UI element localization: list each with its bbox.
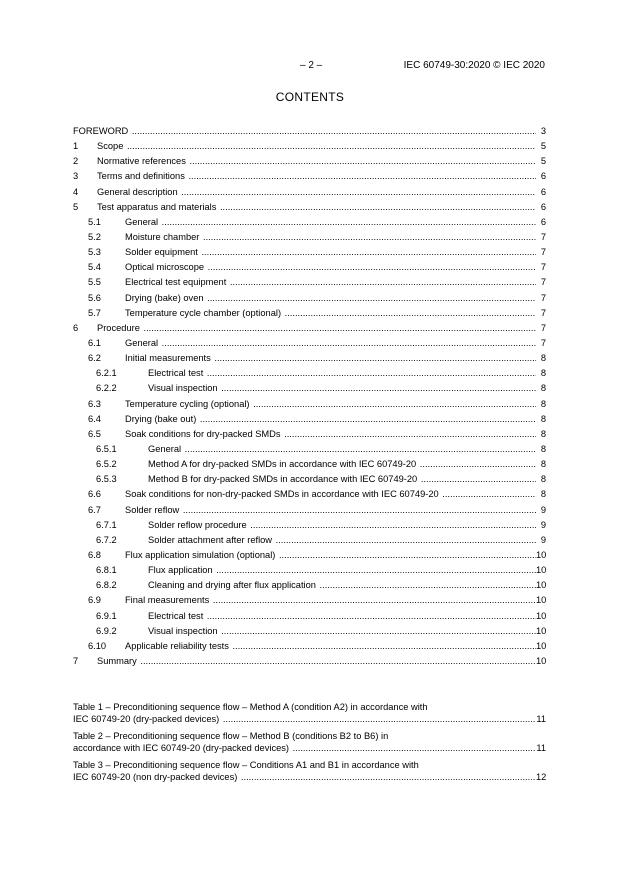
list-of-tables — [73, 702, 546, 789]
toc-entry-page: 7 — [536, 230, 546, 245]
toc-entry-title: Electrical test — [148, 610, 204, 621]
toc-entry[interactable] — [73, 381, 546, 396]
toc-entry-number: 6.6 — [88, 489, 101, 500]
table-caption-line-1: Table 3 – Preconditioning sequence flow – Conditions A1 and B1 in accordance with — [73, 760, 419, 770]
toc-entry[interactable] — [73, 503, 546, 518]
toc-entry[interactable] — [73, 639, 546, 654]
toc-entry-page: 8 — [536, 427, 546, 442]
toc-entry-title: General — [125, 216, 159, 227]
toc-entry-title: FOREWORD — [73, 126, 129, 136]
table-entry-page: 11 — [536, 713, 546, 724]
toc-entry-page: 3 — [536, 124, 546, 139]
table-of-contents — [73, 124, 546, 669]
toc-entry-page: 10 — [536, 578, 546, 593]
toc-entry-number: 6.7.1 — [96, 519, 117, 530]
toc-entry[interactable] — [73, 472, 546, 487]
toc-entry-number: 6.10 — [88, 640, 107, 651]
toc-entry-title: Final measurements — [125, 595, 210, 606]
toc-entry-number: 5.6 — [88, 292, 101, 303]
toc-entry-page: 5 — [536, 139, 546, 154]
toc-entry-page: 7 — [536, 260, 546, 275]
table-caption-line-1: Table 1 – Preconditioning sequence flow – Method A (condition A2) in accordance with — [73, 702, 428, 712]
toc-entry-page: 7 — [536, 321, 546, 336]
toc-entry-number: 6.2.1 — [96, 368, 117, 379]
toc-entry-number: 5.3 — [88, 247, 101, 258]
toc-entry[interactable] — [73, 487, 546, 502]
toc-entry[interactable] — [73, 548, 546, 563]
table-list-entry[interactable] — [73, 731, 546, 754]
toc-entry[interactable] — [73, 306, 546, 321]
page-number: – 2 – — [300, 60, 323, 71]
toc-entry[interactable] — [73, 593, 546, 608]
toc-entry[interactable] — [73, 124, 546, 139]
toc-entry[interactable] — [73, 215, 546, 230]
page-title: CONTENTS — [275, 90, 345, 104]
toc-entry-number: 6.3 — [88, 398, 101, 409]
toc-entry-title: Solder reflow procedure — [148, 519, 247, 530]
toc-entry[interactable] — [73, 442, 546, 457]
toc-entry[interactable] — [73, 245, 546, 260]
table-entry-page: 11 — [536, 742, 546, 753]
toc-entry-number: 6.8.1 — [96, 565, 117, 576]
toc-entry[interactable] — [73, 457, 546, 472]
toc-entry-page: 7 — [536, 336, 546, 351]
table-caption-line-2: IEC 60749-20 (non dry-packed devices) — [73, 771, 238, 782]
toc-entry[interactable] — [73, 336, 546, 351]
toc-entry[interactable] — [73, 169, 546, 184]
table-list-entry[interactable] — [73, 760, 546, 783]
toc-entry-number: 6.4 — [88, 413, 101, 424]
toc-entry[interactable] — [73, 200, 546, 215]
toc-entry-number: 6.9 — [88, 595, 101, 606]
toc-entry-number: 6.5.1 — [96, 443, 117, 454]
toc-entry-title: Test apparatus and materials — [97, 201, 217, 212]
toc-entry[interactable] — [73, 260, 546, 275]
toc-entry-page: 8 — [536, 397, 546, 412]
toc-entry-number: 5.7 — [88, 307, 101, 318]
toc-entry-title: Visual inspection — [148, 625, 218, 636]
toc-entry-title: Method B for dry-packed SMDs in accordance with IEC 60749-20 — [148, 474, 418, 485]
table-caption-line-2: IEC 60749-20 (dry-packed devices) — [73, 713, 220, 724]
toc-entry-title: General description — [97, 186, 178, 197]
toc-entry-title: Soak conditions for dry-packed SMDs — [125, 428, 281, 439]
toc-entry-number: 6.5 — [88, 428, 101, 439]
toc-entry-number: 4 — [73, 186, 79, 197]
toc-entry[interactable] — [73, 427, 546, 442]
toc-entry-title: Electrical test — [148, 368, 204, 379]
toc-entry-page: 10 — [536, 548, 546, 563]
toc-entry-number: 5.5 — [88, 277, 101, 288]
toc-entry-page: 5 — [536, 154, 546, 169]
toc-entry[interactable] — [73, 397, 546, 412]
toc-entry[interactable] — [73, 609, 546, 624]
toc-entry-title: General — [148, 443, 182, 454]
toc-entry[interactable] — [73, 533, 546, 548]
toc-entry-title: Drying (bake out) — [125, 413, 197, 424]
toc-entry-page: 10 — [536, 654, 546, 669]
toc-entry[interactable] — [73, 624, 546, 639]
toc-entry-title: Visual inspection — [148, 383, 218, 394]
toc-entry-page: 10 — [536, 609, 546, 624]
toc-entry[interactable] — [73, 139, 546, 154]
toc-entry-title: Summary — [97, 655, 137, 666]
toc-entry-number: 6.9.2 — [96, 625, 117, 636]
toc-entry-page: 8 — [536, 472, 546, 487]
toc-entry-page: 8 — [536, 457, 546, 472]
toc-entry-title: Solder reflow — [125, 504, 180, 515]
toc-entry-title: Solder equipment — [125, 247, 198, 258]
toc-entry-number: 6.8 — [88, 549, 101, 560]
toc-entry-page: 8 — [536, 381, 546, 396]
toc-entry-title: Temperature cycle chamber (optional) — [125, 307, 282, 318]
toc-entry-number: 6 — [73, 322, 79, 333]
toc-entry-number: 6.5.2 — [96, 459, 117, 470]
toc-entry-title: Applicable reliability tests — [125, 640, 229, 651]
toc-entry[interactable] — [73, 291, 546, 306]
toc-entry-page: 8 — [536, 442, 546, 457]
toc-entry-page: 7 — [536, 306, 546, 321]
toc-entry-number: 6.8.2 — [96, 580, 117, 591]
toc-entry-page: 9 — [536, 518, 546, 533]
toc-entry-number: 6.2 — [88, 353, 101, 364]
toc-entry[interactable] — [73, 578, 546, 593]
toc-entry-page: 9 — [536, 533, 546, 548]
toc-entry-number: 3 — [73, 171, 79, 182]
toc-entry-page: 10 — [536, 624, 546, 639]
toc-entry-page: 6 — [536, 185, 546, 200]
toc-entry-title: Optical microscope — [125, 262, 205, 273]
toc-entry-number: 6.9.1 — [96, 610, 117, 621]
toc-entry[interactable] — [73, 185, 546, 200]
toc-entry-number: 7 — [73, 655, 79, 666]
toc-entry-title: Electrical test equipment — [125, 277, 227, 288]
toc-entry[interactable] — [73, 154, 546, 169]
toc-entry[interactable] — [73, 351, 546, 366]
toc-entry-page: 10 — [536, 593, 546, 608]
toc-entry[interactable] — [73, 321, 546, 336]
toc-entry-page: 7 — [536, 245, 546, 260]
toc-entry-title: Method A for dry-packed SMDs in accordance with IEC 60749-20 — [148, 459, 417, 470]
toc-entry-number: 5.4 — [88, 262, 101, 273]
standard-reference: IEC 60749-30:2020 © IEC 2020 — [403, 60, 545, 71]
toc-entry-title: General — [125, 337, 159, 348]
toc-entry-number: 5 — [73, 201, 79, 212]
toc-entry-title: Temperature cycling (optional) — [125, 398, 250, 409]
toc-entry-number: 6.2.2 — [96, 383, 117, 394]
toc-entry-number: 6.7.2 — [96, 534, 117, 545]
toc-entry-title: Terms and definitions — [97, 171, 185, 182]
toc-entry-title: Soak conditions for non-dry-packed SMDs in accordance with IEC 60749-20 — [125, 489, 439, 500]
toc-entry[interactable] — [73, 518, 546, 533]
table-list-entry[interactable] — [73, 702, 546, 725]
toc-entry-page: 8 — [536, 487, 546, 502]
toc-entry-title: Cleaning and drying after flux application — [148, 580, 316, 591]
toc-entry-page: 6 — [536, 169, 546, 184]
table-caption-line-1: Table 2 – Preconditioning sequence flow – Method B (conditions B2 to B6) in — [73, 731, 389, 741]
toc-entry-page: 10 — [536, 563, 546, 578]
toc-entry-number: 5.2 — [88, 231, 101, 242]
toc-entry[interactable] — [73, 230, 546, 245]
toc-entry-title: Flux application — [148, 565, 213, 576]
toc-entry-page: 8 — [536, 412, 546, 427]
toc-entry[interactable] — [73, 275, 546, 290]
toc-entry-page: 9 — [536, 503, 546, 518]
toc-entry-number: 5.1 — [88, 216, 101, 227]
toc-entry-page: 10 — [536, 639, 546, 654]
toc-entry-number: 6.7 — [88, 504, 101, 515]
toc-entry-title: Initial measurements — [125, 353, 211, 364]
toc-entry-title: Flux application simulation (optional) — [125, 549, 276, 560]
toc-entry-number: 1 — [73, 141, 79, 152]
toc-entry-page: 6 — [536, 215, 546, 230]
toc-entry-number: 2 — [73, 156, 79, 167]
toc-entry-page: 6 — [536, 200, 546, 215]
toc-entry-page: 7 — [536, 291, 546, 306]
toc-entry-page: 7 — [536, 275, 546, 290]
toc-entry-page: 8 — [536, 366, 546, 381]
toc-entry[interactable] — [73, 563, 546, 578]
toc-entry-title: Normative references — [97, 156, 186, 167]
toc-entry-title: Solder attachment after reflow — [148, 534, 273, 545]
toc-entry-title: Procedure — [97, 322, 140, 333]
toc-entry[interactable] — [73, 366, 546, 381]
toc-entry-title: Scope — [97, 141, 124, 152]
toc-entry-title: Moisture chamber — [125, 231, 200, 242]
toc-entry[interactable] — [73, 412, 546, 427]
table-entry-page: 12 — [536, 771, 547, 782]
toc-entry-number: 6.1 — [88, 337, 101, 348]
toc-entry-page: 8 — [536, 351, 546, 366]
toc-entry-title: Drying (bake) oven — [125, 292, 204, 303]
toc-entry[interactable] — [73, 654, 546, 669]
table-caption-line-2: accordance with IEC 60749-20 (dry-packed devices) — [73, 742, 290, 753]
toc-entry-number: 6.5.3 — [96, 474, 117, 485]
